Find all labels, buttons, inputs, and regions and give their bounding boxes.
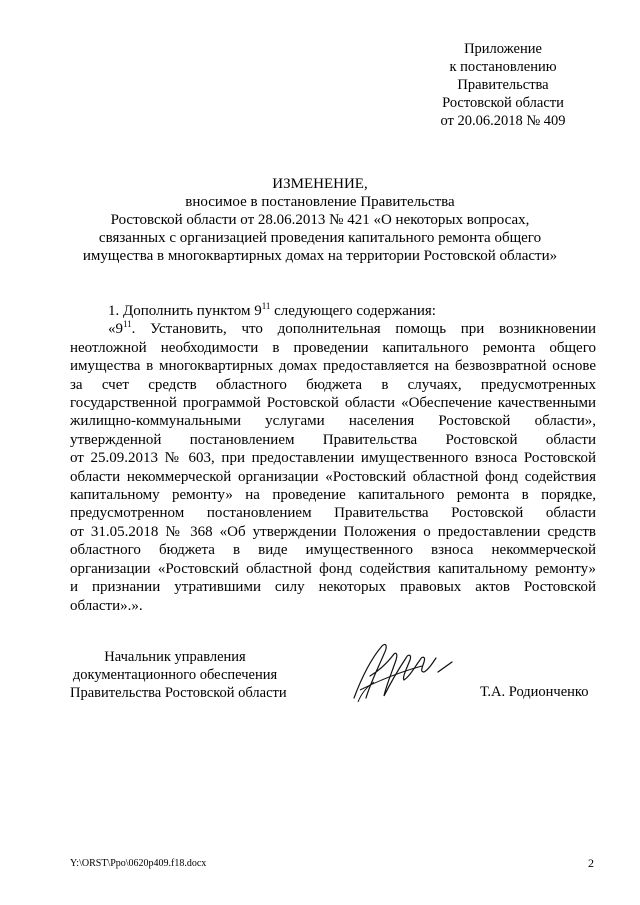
body-last-line: области».». xyxy=(70,597,143,614)
appendix-line: к постановлению xyxy=(449,59,557,75)
body-line: предусмотренном постановлением Правительства Ростовской области xyxy=(70,505,596,522)
body-line: от 25.09.2013 № 603, при предоставлении имущественного взноса Ростовской xyxy=(70,450,596,467)
item-paragraph xyxy=(70,302,596,320)
quote-first-text: . Установить, что дополнительная помощь при возникновении xyxy=(131,321,596,338)
title-line: вносимое в постановление Правительства xyxy=(185,194,455,210)
position-line: документационного обеспечения xyxy=(72,667,278,683)
quote-first-line xyxy=(70,320,596,338)
file-path: Y:\ORST\Ppo\0620p409.f18.docx xyxy=(70,858,207,869)
title-line: Ростовской области от 28.06.2013 № 421 «О некоторых вопросах, xyxy=(110,212,530,228)
quote-prefix: «9 xyxy=(108,321,123,338)
body-line: организации «Ростовский областной фонд содействия капитальному ремонту» xyxy=(70,560,596,577)
item-prefix: 1. Дополнить пунктом 9 xyxy=(108,303,262,319)
position-line: Правительства Ростовской области xyxy=(70,685,287,701)
body-line: областного бюджета в виде имущественного взноса некоммерческой xyxy=(70,542,596,559)
body-line: жилищно-коммунальными услугами населения Ростовской области», xyxy=(70,413,596,430)
signatory-position xyxy=(70,648,287,702)
appendix-line: Ростовской области xyxy=(442,95,564,111)
appendix-header xyxy=(418,40,588,130)
body-line: и признании утратившими силу некоторых правовых актов Ростовской xyxy=(70,579,596,596)
body-line: области некоммерческой организации «Ростовский областной фонд содействия xyxy=(70,468,596,485)
quote-superscript: 11 xyxy=(123,319,132,330)
title-line: связанных с организацией проведения капитального ремонта общего xyxy=(98,230,542,246)
body-line: от 31.05.2018 № 368 «Об утверждении Положения о предоставлении средств xyxy=(70,523,596,540)
item-superscript: 11 xyxy=(261,301,271,311)
appendix-line: Приложение xyxy=(464,41,542,57)
title-heading: ИЗМЕНЕНИЕ, xyxy=(272,176,368,192)
appendix-line: от 20.06.2018 № 409 xyxy=(440,113,566,129)
document-body xyxy=(70,302,596,615)
document-title xyxy=(0,175,640,265)
item-suffix: следующего содержания: xyxy=(270,303,436,319)
handwritten-signature xyxy=(340,632,460,712)
title-line: имущества в многоквартирных домах на территории Ростовской области» xyxy=(82,248,558,264)
body-line: неотложной необходимости в проведении капитального ремонта общего xyxy=(70,339,596,356)
body-line: капитальному ремонту» на проведение капитального ремонта в порядке, xyxy=(70,487,596,504)
body-line: имущества в многоквартирных домах предоставляется на безвозвратной основе xyxy=(70,358,596,375)
page-number: 2 xyxy=(588,856,594,870)
signatory-name: Т.А. Родионченко xyxy=(480,684,589,700)
position-line: Начальник управления xyxy=(104,649,246,665)
body-line: государственной программой Ростовской области «Обеспечение качественными xyxy=(70,395,596,412)
body-line: утвержденной постановлением Правительства Ростовской области xyxy=(70,431,596,448)
appendix-line: Правительства xyxy=(457,77,549,93)
body-line: за счет средств областного бюджета в случаях, предусмотренных xyxy=(70,376,596,393)
